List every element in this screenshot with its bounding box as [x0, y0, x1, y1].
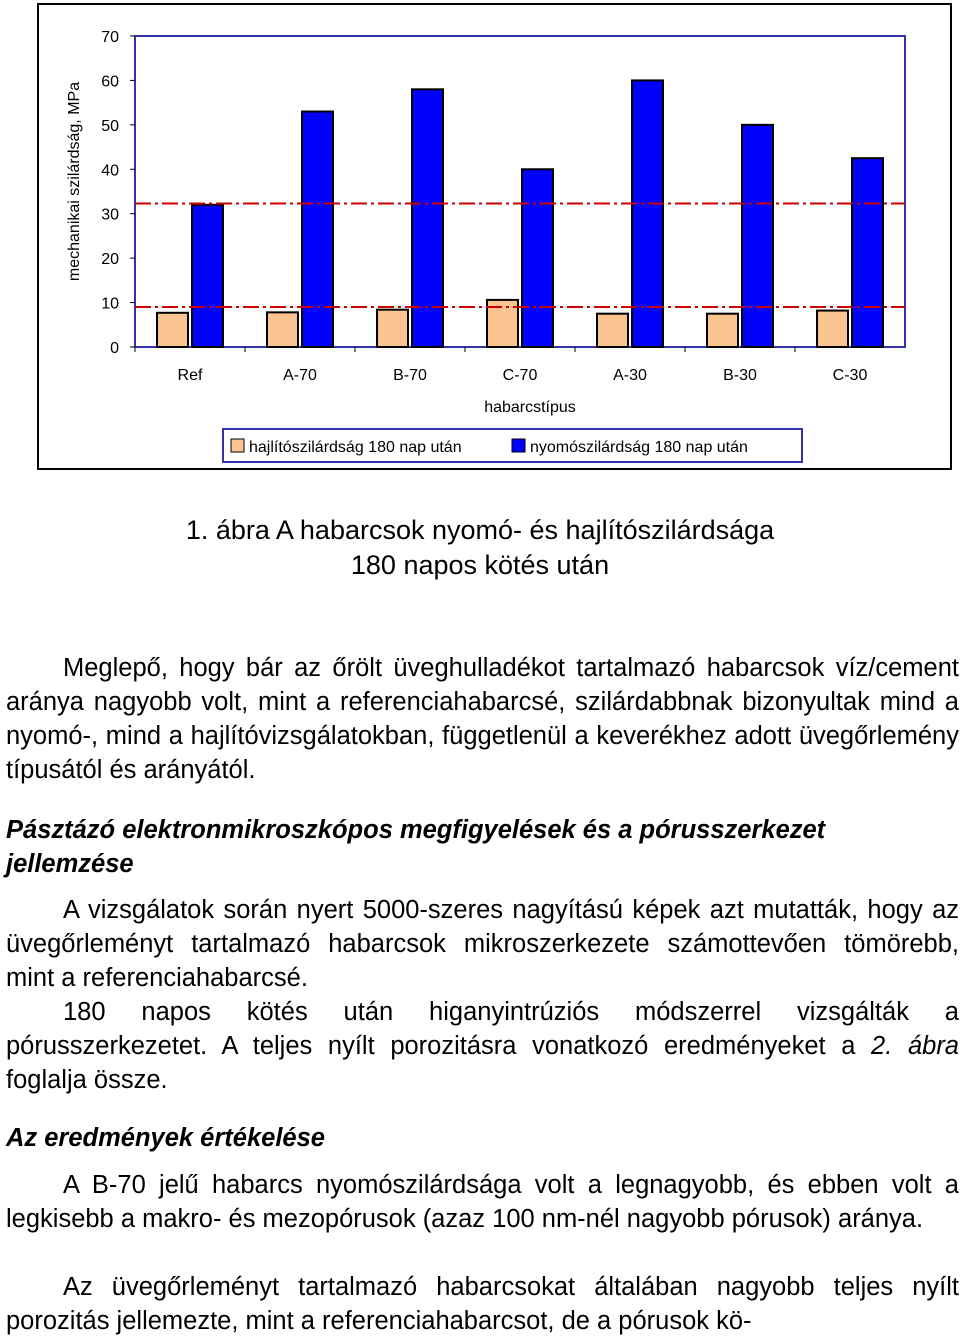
y-axis-label: mechanikai szilárdság, MPa [66, 81, 83, 282]
figure-caption-line1: 1. ábra A habarcsok nyomó- és hajlítószilárdsága [185, 515, 775, 545]
y-tick-label: 20 [101, 251, 119, 269]
y-tick-label: 30 [101, 206, 119, 224]
y-tick-label: 50 [101, 117, 119, 135]
y-tick-label: 40 [101, 162, 119, 180]
x-tick-label: A-30 [613, 367, 647, 384]
figure-caption-line2: 180 napos kötés után [350, 550, 610, 580]
bar-nyomo-b-70 [412, 89, 443, 347]
y-tick-label: 70 [101, 29, 119, 46]
paragraph-sem-images: A vizsgálatok során nyert 5000-szeres nagyítású képek azt mutatták, hogy az üvegőrleményt tartalmazó habarcsok mikroszerkezete számottevően tömörebb, mint a referenciahabarcsé. [6, 896, 959, 992]
bar-hajlito-b-30 [707, 314, 738, 347]
x-axis-label: habarcstípus [484, 399, 576, 416]
bar-hajlito-c-30 [817, 311, 848, 347]
legend-label-nyomo: nyomószilárdság 180 nap után [530, 439, 748, 456]
chart-container [37, 3, 952, 470]
y-tick-label: 60 [101, 73, 119, 91]
paragraph-porosity-general: Az üvegőrleményt tartalmazó habarcsokat általában nagyobb teljes nyílt porozitás jellemezte, mint a referenciahabarcsot, de a pórusok kö- [6, 1273, 959, 1335]
bar-chart [39, 5, 950, 468]
bar-hajlito-ref [157, 313, 188, 347]
legend-swatch-nyomo [512, 439, 525, 452]
figure-reference: 2. ábra [871, 1032, 959, 1060]
bar-nyomo-ref [192, 205, 223, 347]
bar-hajlito-a-70 [267, 312, 298, 347]
x-tick-label: C-30 [832, 367, 868, 384]
section-heading-evaluation: Az eredmények értékelése [6, 1124, 325, 1152]
x-tick-label: A-70 [283, 367, 317, 384]
x-tick-label: C-70 [502, 367, 538, 384]
plot-area-frame [135, 36, 905, 347]
bar-nyomo-a-70 [302, 112, 333, 347]
section-heading-sem: Pásztázó elektronmikroszkópos megfigyelések és a pórusszerkezet jellemzése [6, 816, 826, 878]
porosity-text-end: foglalja össze. [6, 1066, 168, 1094]
paragraph-b70-result: A B-70 jelű habarcs nyomószilárdsága volt a legnagyobb, és ebben volt a legkisebb a makro- és mezopórusok (azaz 100 nm-nél nagyobb pórusok) aránya. [6, 1171, 959, 1233]
bar-nyomo-c-70 [522, 169, 553, 347]
x-tick-label: Ref [177, 367, 203, 384]
bar-hajlito-b-70 [377, 310, 408, 347]
bar-hajlito-a-30 [597, 314, 628, 347]
legend-swatch-hajlito [231, 439, 244, 452]
y-tick-label: 0 [110, 340, 119, 357]
legend-label-hajlito: hajlítószilárdság 180 nap után [249, 439, 462, 456]
paragraph-strength-results: Meglepő, hogy bár az őrölt üveghulladékot tartalmazó habarcsok víz/cement aránya nagyobb volt, mint a referenciahabarcsé, szilárdabbnak bizonyultak mind a nyomó-, mind a hajlítóvizsgálatokban, függetlenül a keverékhez adott üvegőrlemény típusától és arányától. [6, 654, 959, 784]
paragraph-porosity [6, 995, 959, 1097]
x-tick-label: B-70 [393, 367, 427, 384]
y-tick-label: 10 [101, 295, 119, 313]
x-tick-label: B-30 [723, 367, 757, 384]
bar-nyomo-c-30 [852, 158, 883, 347]
porosity-text: 180 napos kötés után higanyintrúziós módszerrel vizsgálták a pórusszerkezetet. A teljes nyílt porozitásra vonatkozó eredményeket a [6, 998, 959, 1060]
bar-nyomo-b-30 [742, 125, 773, 347]
